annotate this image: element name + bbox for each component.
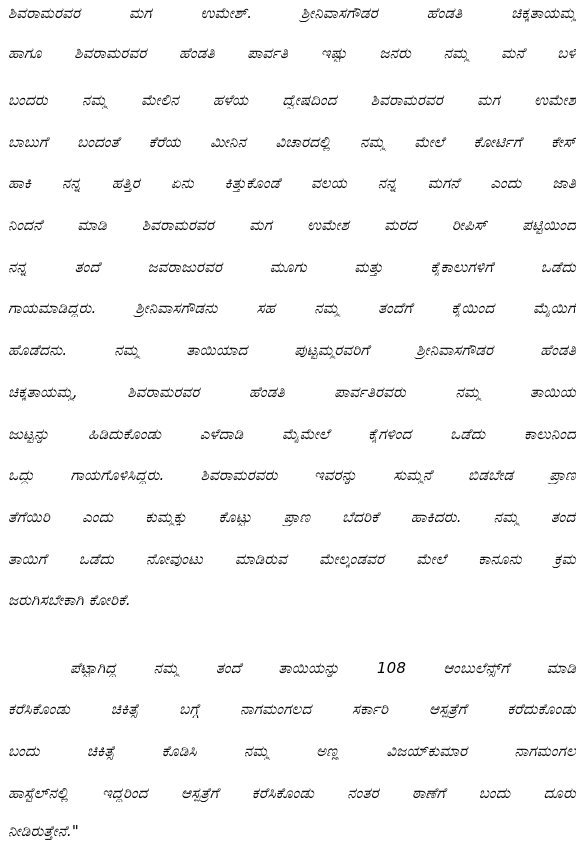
text-line: ಬಾಬುಗೆ ಬಂದಂತೆ ಕೆರೆಯ ಮೀನಿನ ವಿಚಾರದಲ್ಲಿ ನಮ್ಮ ಮೇಲೆ ಕೋರ್ಟಿಗೆ ಕೇಸ್	[8, 133, 576, 151]
text-line: ಕರೆಸಿಕೊಂಡು ಚಿಕಿತ್ಸೆ ಬಗ್ಗೆ ನಾಗಮಂಗಲದ ಸರ್ಕಾರಿ ಆಸ್ಪತ್ರೆಗೆ ಕರೆದುಕೊಂಡು	[8, 700, 576, 718]
text-line: ತೆಗೆಯಿರಿ ಎಂದು ಕುಮ್ಮಕ್ಕು ಕೊಟ್ಟು ಪ್ರಾಣ ಬೆದರಿಕೆ ಹಾಕಿದರು. ನಮ್ಮ ತಂದೆ	[8, 508, 576, 526]
text-line: ಜುಟ್ಟನ್ನು ಹಿಡಿದುಕೊಂಡು ಎಳೆದಾಡಿ ಮೈಮೇಲೆ ಕೈಗಳಿಂದ ಒಡೆದು ಕಾಲುನಿಂದ	[8, 425, 576, 443]
text-line: ಬಂದರು ನಮ್ಮ ಮೇಲಿನ ಹಳೆಯ ದ್ವೇಷದಿಂದ ಶಿವರಾಮರವರ ಮಗ ಉಮೇಶ	[8, 91, 576, 109]
text-line: ಚಿಕ್ಕತಾಯಮ್ಮ, ಶಿವರಾಮರವರ ಹೆಂಡತಿ ಪಾರ್ವತಿರವರು ನಮ್ಮ ತಾಯಿಯ	[8, 383, 576, 401]
text-line: ಹಾಗೂ ಶಿವರಾಮರವರ ಹೆಂಡತಿ ಪಾರ್ವತಿ ಇಷ್ಟು ಜನರು ನಮ್ಮ ಮನೆ ಬಳಿ	[8, 44, 576, 62]
text-line: ನಿಂದನೆ ಮಾಡಿ ಶಿವರಾಮರವರ ಮಗ ಉಮೇಶ ಮರದ ರೀಪಿಸ್ ಪಟ್ಟಿಯಿಂದ	[8, 216, 576, 234]
text-line: ಹಾಕಿ ನನ್ನ ಹತ್ತಿರ ಏನು ಕಿತ್ತುಕೊಂಡೆ ವಲಯ ನನ್ನ ಮಗನೆ ಎಂದು ಜಾತಿ	[8, 174, 576, 192]
text-line: ಹೊಡೆದನು. ನಮ್ಮ ತಾಯಿಯಾದ ಪುಟ್ಟಮ್ಮರವರಿಗೆ ಶ್ರೀನಿವಾಸಗೌಡರ ಹೆಂಡತಿ	[8, 341, 576, 359]
text-line: ಪೆಟ್ಟಾಗಿದ್ದ ನಮ್ಮ ತಂದೆ ತಾಯಿಯನ್ನು 108 ಆಂಬುಲೆನ್ಸ್‌ಗೆ ಮಾಡಿ	[70, 659, 576, 677]
text-line: ಗಾಯಮಾಡಿದ್ದರು. ಶ್ರೀನಿವಾಸಗೌಡನು ಸಹ ನಮ್ಮ ತಂದೆಗೆ ಕೈಯಿಂದ ಮೈಯಿಗೆ	[8, 299, 576, 317]
text-line: ನನ್ನ ತಂದೆ ಜವರಾಜುರವರ ಮೂಗು ಮತ್ತು ಕೈಕಾಲುಗಳಿಗೆ ಒಡೆದು	[8, 258, 576, 276]
text-line: ನೀಡಿರುತ್ತೇನೆ."	[8, 822, 79, 840]
text-line: ಶಿವರಾಮರವರ ಮಗ ಉಮೇಶ್. ಶ್ರೀನಿವಾಸಗೌಡರ ಹೆಂಡತಿ ಚಿಕ್ಕತಾಯಮ್ಮ	[8, 4, 576, 22]
text-line: ತಾಯಿಗೆ ಒಡೆದು ನೋವುಂಟು ಮಾಡಿರುವ ಮೇಲ್ಕಂಡವರ ಮೇಲೆ ಕಾನೂನು ಕ್ರಮ	[8, 550, 576, 568]
text-line: ಜರುಗಿಸಬೇಕಾಗಿ ಕೋರಿಕೆ.	[8, 591, 131, 609]
text-line: ಒದ್ದು ಗಾಯಗೊಳಿಸಿದ್ದರು. ಶಿವರಾಮರವರು ಇವರನ್ನು ಸುಮ್ಮನೆ ಬಿಡಬೇಡ ಪ್ರಾಣ	[8, 466, 576, 484]
text-line: ಹಾಸ್ಟೆಲ್‌ನಲ್ಲಿ ಇದ್ದರಿಂದ ಆಸ್ಪತ್ರೆಗೆ ಕರೆಸಿಕೊಂಡು ನಂತರ ಠಾಣೆಗೆ ಬಂದು ದೂರು	[8, 784, 576, 802]
text-line: ಬಂದು ಚಿಕಿತ್ಸೆ ಕೊಡಿಸಿ ನಮ್ಮ ಅಣ್ಣ ವಿಜಯ್‌ಕುಮಾರ ನಾಗಮಂಗಲ	[8, 742, 576, 760]
